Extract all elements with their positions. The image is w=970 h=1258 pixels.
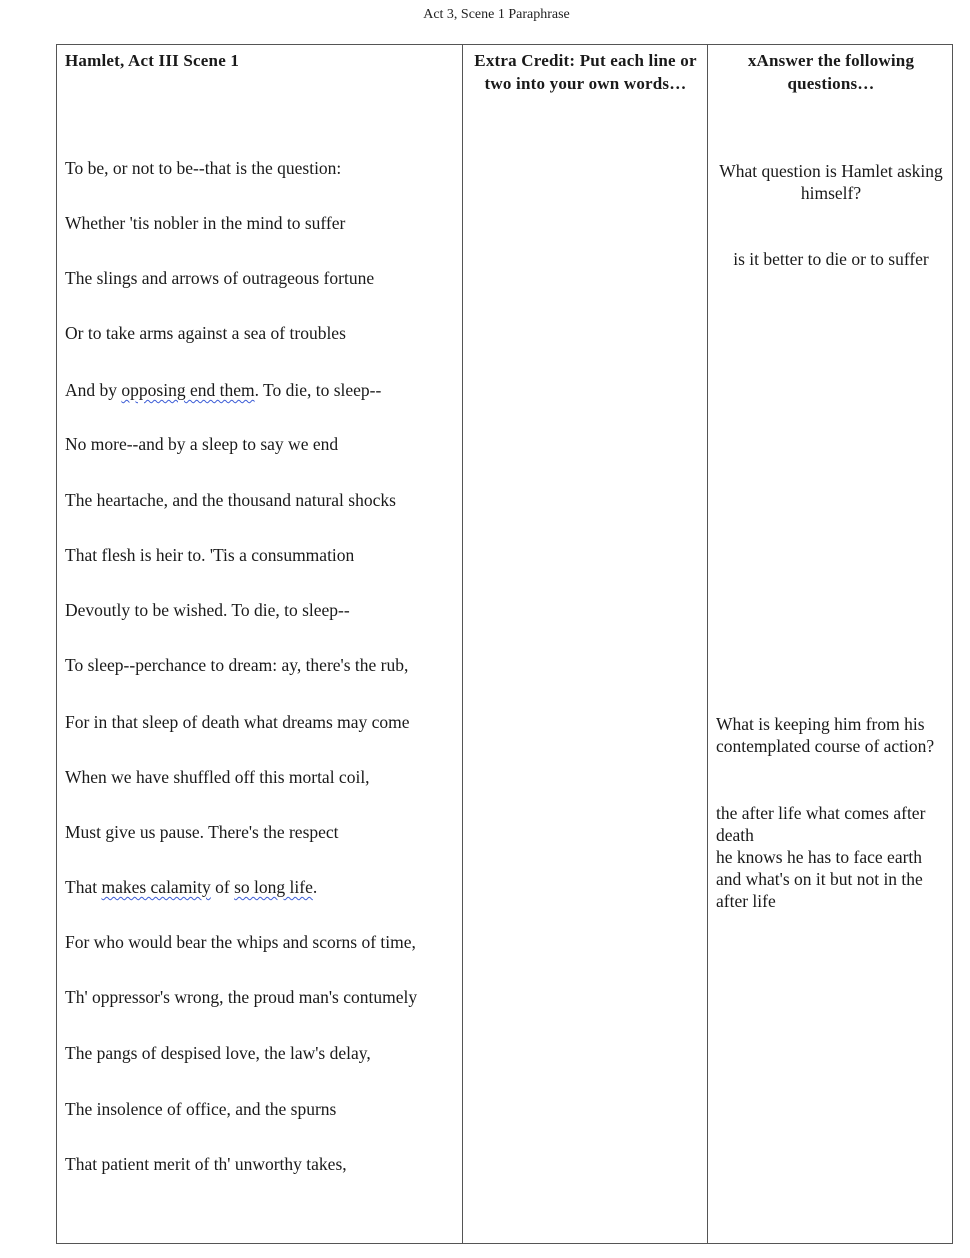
text-line: The heartache, and the thousand natural shocks	[65, 490, 396, 510]
text-line: The insolence of office, and the spurns	[65, 1099, 337, 1119]
text-line: When we have shuffled off this mortal coil,	[65, 767, 370, 787]
answer-2[interactable]	[716, 802, 948, 912]
text-line: To sleep--perchance to dream: ay, there's the rub,	[65, 655, 409, 675]
page-title: Act 3, Scene 1 Paraphrase	[423, 7, 570, 22]
text-line	[65, 877, 317, 898]
answer-2-line: he knows he has to face earth and what's on it but not in the after life	[716, 847, 923, 911]
text-line: For who would bear the whips and scorns of time,	[65, 932, 416, 952]
text-line: The slings and arrows of outrageous fortune	[65, 268, 375, 288]
text-line: The pangs of despised love, the law's delay,	[65, 1043, 371, 1063]
text-column-heading: Hamlet, Act III Scene 1	[65, 51, 240, 70]
paraphrase-column-heading: Extra Credit: Put each line or two into your own words…	[474, 51, 697, 93]
grammar-flagged-phrase[interactable]: so long life	[234, 877, 313, 897]
text-line: To be, or not to be--that is the question:	[65, 158, 342, 178]
text-segment: That	[65, 877, 102, 897]
paraphrase-table	[56, 44, 953, 1244]
text-line: That patient merit of th' unworthy takes,	[65, 1154, 347, 1174]
question-2: What is keeping him from his contemplated course of action?	[716, 714, 935, 756]
text-line: Devoutly to be wished. To die, to sleep--	[65, 600, 350, 620]
original-text-column	[57, 45, 462, 1243]
questions-column[interactable]	[707, 45, 954, 1243]
text-line: Whether 'tis nobler in the mind to suffer	[65, 213, 346, 233]
text-line: That flesh is heir to. 'Tis a consummation	[65, 545, 355, 565]
grammar-flagged-phrase[interactable]: makes calamity	[101, 877, 211, 897]
questions-column-heading: xAnswer the following questions…	[747, 51, 915, 93]
text-line	[65, 380, 381, 401]
grammar-flagged-phrase[interactable]: opposing end them	[121, 380, 255, 400]
paraphrase-column[interactable]	[462, 45, 708, 1243]
text-segment: And by	[65, 380, 122, 400]
answer-2-line: the after life what comes after death	[716, 803, 926, 845]
text-line: No more--and by a sleep to say we end	[65, 434, 339, 454]
text-segment: . To die, to sleep--	[254, 380, 382, 400]
question-1: What question is Hamlet asking himself?	[719, 161, 943, 203]
text-line: Must give us pause. There's the respect	[65, 822, 339, 842]
text-line: Or to take arms against a sea of troubles	[65, 323, 346, 343]
text-segment: of	[210, 877, 235, 897]
text-segment: .	[312, 877, 318, 897]
answer-1[interactable]: is it better to die or to suffer	[733, 249, 929, 269]
text-line: For in that sleep of death what dreams may come	[65, 712, 410, 732]
text-line: Th' oppressor's wrong, the proud man's contumely	[65, 987, 418, 1007]
